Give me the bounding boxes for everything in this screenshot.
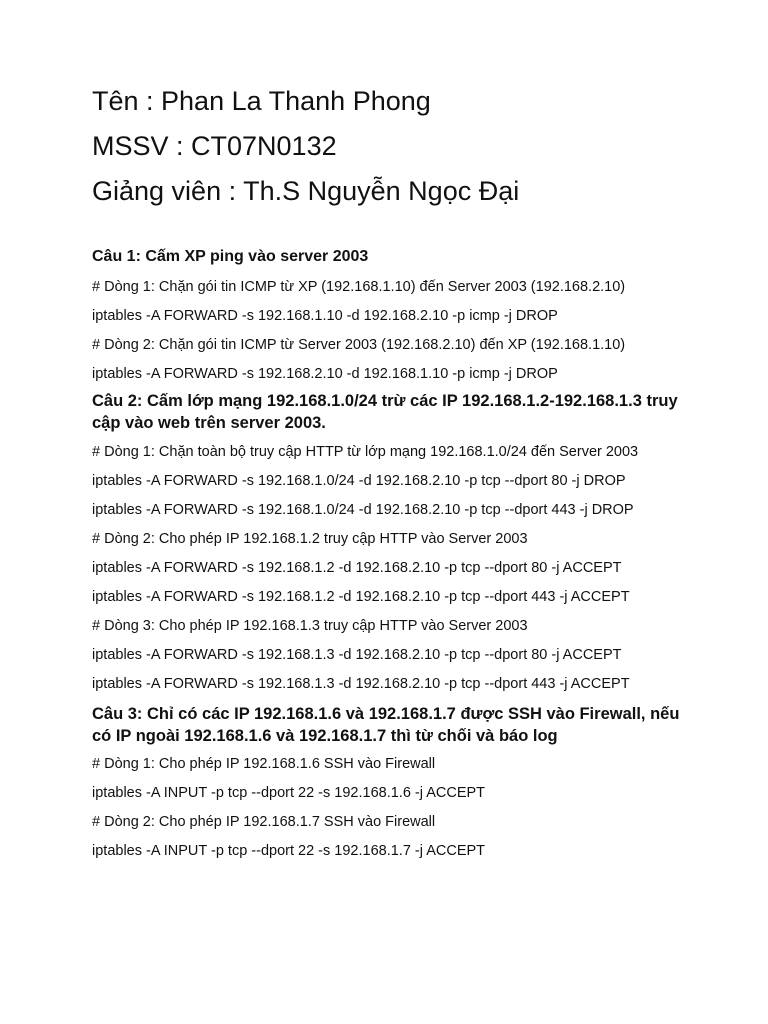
command-line: iptables -A INPUT -p tcp --dport 22 -s 192.168.1.6 -j ACCEPT	[92, 785, 486, 801]
comment-line: # Dòng 3: Cho phép IP 192.168.1.3 truy cập HTTP vào Server 2003	[92, 618, 528, 634]
comment-line: # Dòng 2: Cho phép IP 192.168.1.2 truy cập HTTP vào Server 2003	[92, 531, 528, 547]
comment-line: # Dòng 1: Cho phép IP 192.168.1.6 SSH vào Firewall	[92, 756, 436, 772]
command-line: iptables -A FORWARD -s 192.168.1.2 -d 192.168.2.10 -p tcp --dport 80 -j ACCEPT	[92, 560, 622, 576]
student-id: MSSV : CT07N0132	[92, 131, 337, 161]
question-1-title: Câu 1: Cấm XP ping vào server 2003	[92, 248, 369, 265]
command-line: iptables -A FORWARD -s 192.168.1.3 -d 192.168.2.10 -p tcp --dport 443 -j ACCEPT	[92, 676, 630, 692]
question-2-section	[92, 390, 692, 694]
question-2-title: Câu 2: Cấm lớp mạng 192.168.1.0/24 trừ các IP 192.168.1.2-192.168.1.3 truy cập vào web trên server 2003.	[92, 392, 678, 432]
question-1-section	[92, 246, 692, 384]
comment-line: # Dòng 1: Chặn gói tin ICMP từ XP (192.168.1.10) đến Server 2003 (192.168.2.10)	[92, 279, 626, 295]
comment-line: # Dòng 1: Chặn toàn bộ truy cập HTTP từ lớp mạng 192.168.1.0/24 đến Server 2003	[92, 444, 639, 460]
student-name: Tên : Phan La Thanh Phong	[92, 86, 431, 116]
comment-line: # Dòng 2: Cho phép IP 192.168.1.7 SSH vào Firewall	[92, 814, 436, 830]
command-line: iptables -A FORWARD -s 192.168.1.10 -d 192.168.2.10 -p icmp -j DROP	[92, 308, 558, 324]
lecturer-name: Giảng viên : Th.S Nguyễn Ngọc Đại	[92, 176, 520, 206]
document-content	[92, 86, 692, 871]
command-line: iptables -A FORWARD -s 192.168.1.3 -d 192.168.2.10 -p tcp --dport 80 -j ACCEPT	[92, 647, 622, 663]
command-line: iptables -A FORWARD -s 192.168.1.0/24 -d 192.168.2.10 -p tcp --dport 443 -j DROP	[92, 502, 634, 518]
command-line: iptables -A FORWARD -s 192.168.2.10 -d 192.168.1.10 -p icmp -j DROP	[92, 366, 558, 382]
command-line: iptables -A FORWARD -s 192.168.1.2 -d 192.168.2.10 -p tcp --dport 443 -j ACCEPT	[92, 589, 630, 605]
question-3-title: Câu 3: Chỉ có các IP 192.168.1.6 và 192.168.1.7 được SSH vào Firewall, nếu có IP ngoài 192.168.1.6 và 192.168.1.7 thì từ chối và báo log	[92, 705, 680, 745]
command-line: iptables -A INPUT -p tcp --dport 22 -s 192.168.1.7 -j ACCEPT	[92, 843, 486, 859]
comment-line: # Dòng 2: Chặn gói tin ICMP từ Server 2003 (192.168.2.10) đến XP (192.168.1.10)	[92, 337, 626, 353]
question-3-section	[92, 703, 692, 861]
command-line: iptables -A FORWARD -s 192.168.1.0/24 -d 192.168.2.10 -p tcp --dport 80 -j DROP	[92, 473, 626, 489]
